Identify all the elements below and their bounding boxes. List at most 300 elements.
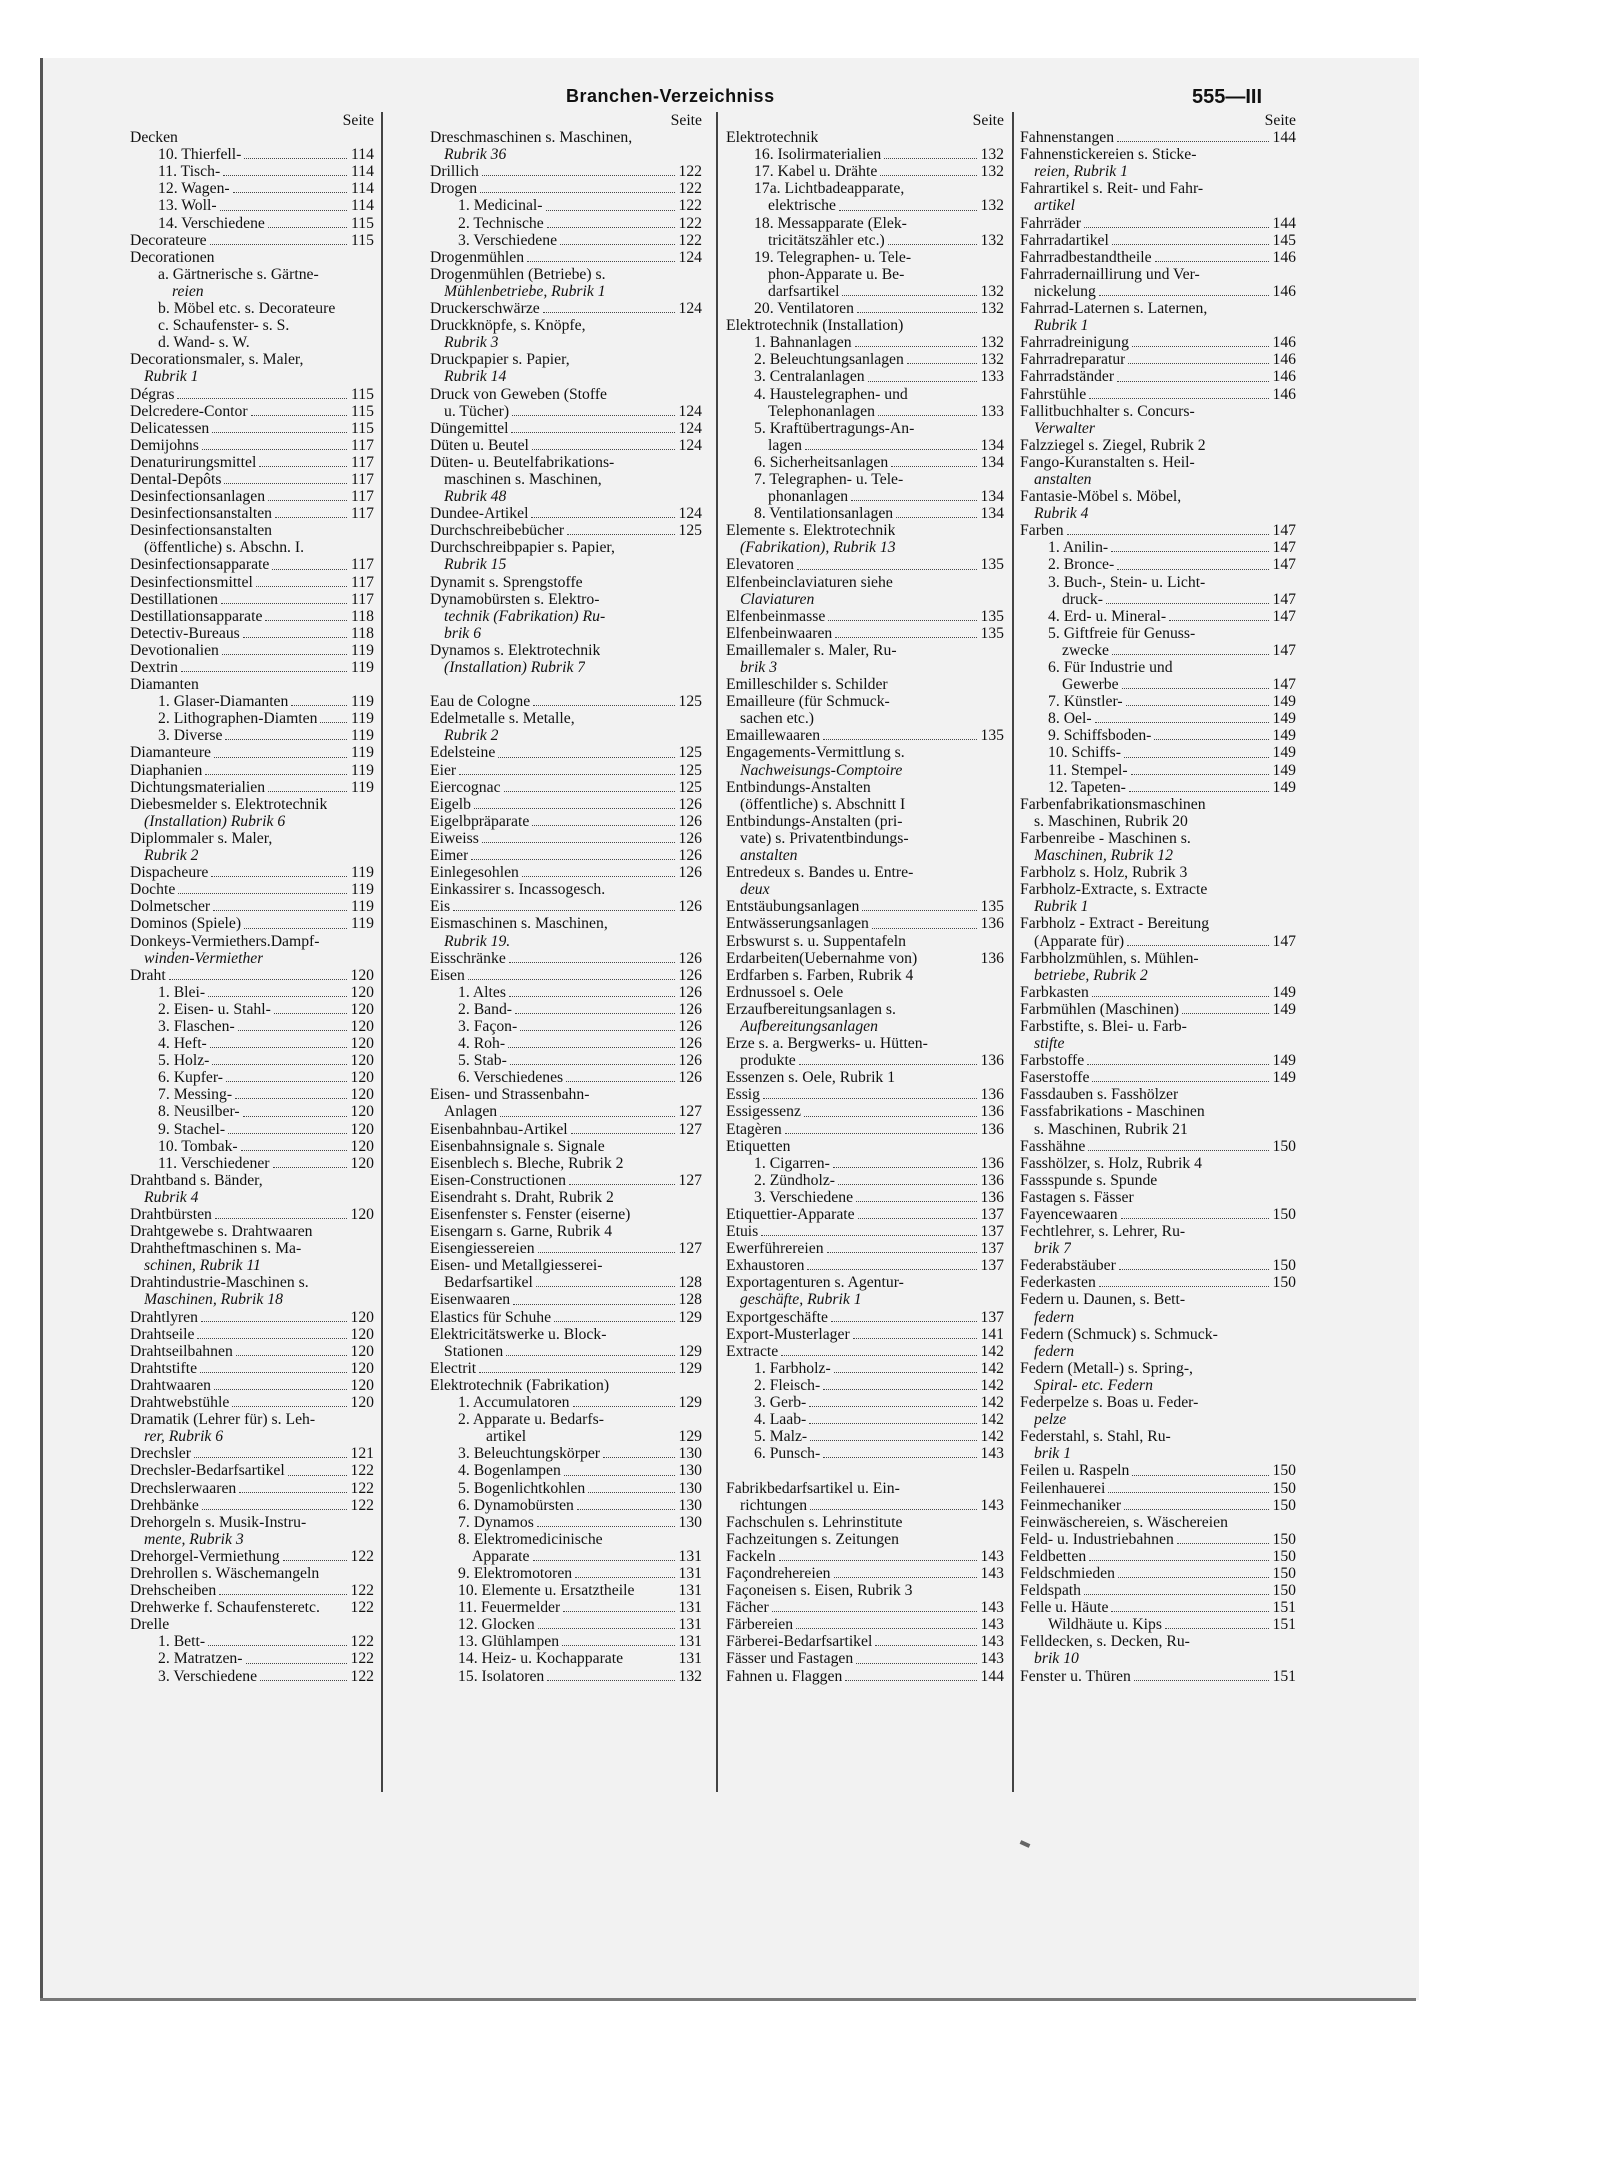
entry-page: 132 [980,351,1004,369]
index-entry [430,1360,708,1377]
entry-page: 126 [678,898,702,916]
entry-text: Farbholz-Extracte, s. Extracte [1020,881,1208,899]
index-entry [130,1223,380,1240]
entry-page: 131 [678,1599,702,1617]
index-entry [1020,1001,1302,1018]
dot-leader [1121,1218,1269,1219]
index-entry [726,1462,1010,1479]
dot-leader [547,1680,675,1681]
dot-leader [872,928,977,929]
index-entry [130,625,380,642]
entry-text: 10. Thierfell- [158,146,242,164]
entry-text: Felle u. Häute [1020,1599,1109,1617]
entry-text: Drogenmühlen [430,248,525,266]
index-entry [726,693,1010,710]
entry-page: 136 [980,949,1004,967]
index-entry [130,1650,380,1667]
index-entry [430,522,708,539]
entry-text: Exhaustoren [726,1257,805,1275]
dot-leader [1131,774,1269,775]
entry-page: 149 [1272,1069,1296,1087]
index-entry [130,967,380,984]
entry-page: 120 [350,1154,374,1172]
entry-text: Druckpapier s. Papier, [430,351,570,369]
dot-leader [532,825,675,826]
page-title: Branchen-Verzeichniss [566,86,775,106]
entry-text: Emaillewaaren [726,727,821,745]
entry-text: Fayencewaaren [1020,1206,1118,1223]
index-entry [1020,1326,1302,1343]
index-entry [130,129,380,146]
dot-leader [880,175,977,176]
entry-text: darfsartikel [768,282,840,300]
dot-leader [232,1406,347,1407]
index-entry [430,1514,708,1531]
entry-text: Diamanten [130,676,199,694]
index-entry [130,727,380,744]
entry-text: Fahrradreinigung [1020,334,1129,352]
dot-leader [603,1457,675,1458]
index-entry [130,1343,380,1360]
dot-leader [500,1116,675,1117]
entry-text: (öffentliche) s. Abschnitt I [740,795,906,813]
index-entry [726,984,1010,1001]
entry-text: Farbholz s. Holz, Rubrik 3 [1020,864,1188,882]
entry-text: Elfenbeinmasse [726,607,826,625]
dot-leader [1165,1628,1269,1629]
index-entry [130,437,380,454]
dot-leader [268,500,347,501]
entry-text: (Apparate für) [1034,932,1125,950]
dot-leader [797,569,977,570]
index-entry [130,693,380,710]
dot-leader [862,910,977,911]
entry-text: Decorationsmaler, s. Maler, [130,351,304,369]
entry-text: Federn u. Daunen, s. Bett- [1020,1291,1186,1309]
entry-page: 147 [1272,590,1296,608]
index-entry [430,300,708,317]
dot-leader [779,1560,977,1561]
entry-text: 1. Bahnanlagen [754,334,852,352]
index-entry [430,1616,708,1633]
index-entry [726,1326,1010,1343]
entry-text: brik 6 [444,624,482,642]
dot-leader [888,244,977,245]
entry-text: Erdarbeiten(Uebernahme von) [726,949,918,967]
index-entry [1020,591,1302,608]
entry-page: 147 [1272,556,1296,574]
entry-text: 4. Bogenlampen [458,1462,561,1480]
index-entry [1020,1428,1302,1445]
dot-leader [474,808,675,809]
dot-leader [761,1235,977,1236]
entry-page: 124 [678,505,702,523]
entry-page: 120 [350,1069,374,1087]
entry-page: 122 [350,1479,374,1497]
entry-text: 2. Zündholz- [754,1171,836,1189]
dot-leader [480,192,675,193]
entry-page: 131 [678,1582,702,1600]
index-entry [430,334,708,351]
index-entry [1020,1599,1302,1616]
index-entry [430,1548,708,1565]
dot-leader [513,1304,675,1305]
entry-text: Essig [726,1086,760,1104]
entry-text: Durchschreibpapier s. Papier, [430,539,615,557]
entry-page: 137 [980,1257,1004,1275]
entry-text: Delicatessen [130,419,210,437]
index-entry [726,847,1010,864]
index-entry [130,1445,380,1462]
entry-text: 14. Verschiedene [158,214,265,232]
index-entry [1020,1462,1302,1479]
entry-page: 118 [351,624,374,642]
entry-page: 124 [678,402,702,420]
index-entry [1020,403,1302,420]
entry-text: Engagements-Vermittlung s. [726,744,905,762]
index-entry [726,368,1010,385]
entry-text: Rubrik 4 [1034,505,1089,523]
entry-page: 122 [678,163,702,181]
entry-page: 124 [678,419,702,437]
dot-leader [851,500,977,501]
index-entry [130,608,380,625]
index-entry [726,1086,1010,1103]
column-heading: Seite [342,112,374,129]
index-entry [430,1428,708,1445]
entry-page: 114 [351,197,374,215]
entry-text: 2. Lithographen-Diamten [158,710,318,728]
entry-text: 8. Oel- [1048,710,1092,728]
entry-page: 131 [678,1650,702,1668]
entry-text: Nachweisungs-Comptoire [740,761,903,779]
entry-text: Entbindungs-Anstalten [726,778,871,796]
index-entry [726,762,1010,779]
index-entry [1020,1052,1302,1069]
entry-page: 132 [980,163,1004,181]
index-entry [130,933,380,950]
entry-text: Düten- u. Beutelfabrikations- [430,453,615,471]
index-entry [130,403,380,420]
index-entry [430,1326,708,1343]
entry-text: Fassspunde s. Spunde [1020,1171,1158,1189]
entry-page: 134 [980,505,1004,523]
entry-page: 125 [678,778,702,796]
entry-text: 5. Stab- [458,1052,507,1070]
entry-page: 136 [980,1188,1004,1206]
entry-text: Extracte [726,1342,779,1360]
entry-text: Elfenbeinclaviaturen siehe [726,573,893,591]
entry-text: federn [1034,1308,1075,1326]
entry-text: Rubrik 1 [144,368,199,386]
entry-text: Gewerbe [1062,676,1119,694]
index-entry [430,1069,708,1086]
entry-page: 150 [1272,1496,1296,1514]
entry-text: Etiquetten [726,1137,791,1155]
entry-page: 131 [678,1564,702,1582]
entry-page: 147 [1272,641,1296,659]
entry-text: Feldbetten [1020,1547,1087,1565]
index-entry [1020,1650,1302,1667]
index-entry [726,163,1010,180]
entry-text: Drehrollen s. Wäschemangeln [130,1564,320,1582]
entry-text: Eiercognac [430,778,501,796]
index-entry [726,864,1010,881]
entry-text: Rubrik 1 [1034,317,1089,335]
dot-leader [827,1252,977,1253]
index-entry [430,1240,708,1257]
entry-page: 134 [980,436,1004,454]
entry-text: Façoneisen s. Eisen, Rubrik 3 [726,1582,913,1600]
dot-leader [858,1218,977,1219]
index-entry [1020,1565,1302,1582]
entry-text: 12. Tapeten- [1048,778,1126,796]
dot-leader [215,1218,347,1219]
entry-text: Federn (Schmuck) s. Schmuck- [1020,1325,1218,1343]
entry-text: 6. Kupfer- [158,1069,224,1087]
index-entry [726,283,1010,300]
dot-leader [320,722,347,723]
entry-text: Rubrik 2 [144,847,199,865]
entry-text: Rubrik 4 [144,1188,199,1206]
dot-leader [222,654,347,655]
entry-page: 147 [1272,676,1296,694]
entry-text: Elektricitätswerke u. Block- [430,1325,607,1343]
entry-text: 7. Messing- [158,1086,233,1104]
entry-text: (Installation) Rubrik 6 [144,812,286,830]
dot-leader [1111,1611,1269,1612]
entry-page: 145 [1272,231,1296,249]
entry-page: 149 [1272,761,1296,779]
index-entry [726,1480,1010,1497]
dot-leader [823,739,977,740]
index-entry [430,1052,708,1069]
index-entry [430,915,708,932]
index-entry [130,1155,380,1172]
entry-text: Dichtungsmaterialien [130,778,266,796]
entry-page: 122 [678,180,702,198]
index-entry [1020,659,1302,676]
index-entry [726,642,1010,659]
entry-text: Bedarfsartikel [444,1274,533,1292]
entry-text: Dégras [130,385,175,403]
entry-page: 137 [980,1308,1004,1326]
index-entry [1020,1172,1302,1189]
dot-leader [543,312,675,313]
entry-text: Eisengarn s. Garne, Rubrik 4 [430,1223,613,1241]
entry-text: Drehorgel-Vermiethung [130,1547,280,1565]
index-entry [130,1274,380,1291]
dot-leader [214,1389,347,1390]
entry-page: 133 [980,402,1004,420]
entry-text: Fahrradernaillirung und Ver- [1020,265,1200,283]
dot-leader [563,1611,675,1612]
entry-text: Fahrradbestandtheile [1020,248,1152,266]
index-entry [726,1582,1010,1599]
entry-page: 143 [980,1633,1004,1651]
entry-text: Eisen- und Metallgiesserei- [430,1257,603,1275]
index-entry [430,864,708,881]
entry-page: 124 [678,248,702,266]
index-entry [1020,693,1302,710]
index-entry [130,1257,380,1274]
entry-text: Emailleure (für Schmuck- [726,693,890,711]
entry-page: 119 [351,881,374,899]
entry-page: 119 [351,744,374,762]
entry-text: Fahnenstangen [1020,129,1115,147]
index-entry [726,1018,1010,1035]
entry-page: 120 [350,1137,374,1155]
entry-text: Fechtlehrer, s. Lehrer, Ru- [1020,1223,1186,1241]
entry-page: 150 [1272,1274,1296,1292]
entry-text: 8. Elektromedicinische [458,1530,603,1548]
index-entry [130,1462,380,1479]
index-entry [1020,779,1302,796]
entry-text: Fantasie-Möbel s. Möbel, [1020,488,1182,506]
index-entry [430,898,708,915]
index-entry [430,1531,708,1548]
dot-leader [781,1355,977,1356]
index-entry [430,1172,708,1189]
dot-leader [838,1184,977,1185]
index-entry [130,898,380,915]
index-entry [726,1309,1010,1326]
index-entry [130,522,380,539]
entry-text: Dispacheure [130,864,209,882]
index-entry [726,898,1010,915]
dot-leader [211,876,347,877]
dot-leader [236,1355,347,1356]
index-entry [1020,1411,1302,1428]
entry-page: 149 [1272,744,1296,762]
index-entry [1020,1274,1302,1291]
entry-text: 2. Band- [458,1000,513,1018]
dot-leader [208,1645,347,1646]
index-entry [130,830,380,847]
index-entry [726,334,1010,351]
index-entry [430,1035,708,1052]
index-entry [1020,727,1302,744]
entry-page: 132 [980,300,1004,318]
entry-text: brik 7 [1034,1240,1072,1258]
dot-leader [1106,603,1269,604]
page-header [0,86,1600,110]
entry-text: Eigelb [430,795,471,813]
index-entry [1020,283,1302,300]
entry-page: 117 [351,556,374,574]
entry-page: 122 [678,197,702,215]
dot-leader [835,637,977,638]
entry-page: 124 [678,300,702,318]
entry-page: 118 [351,607,374,625]
entry-text: Destillationsapparate [130,607,263,625]
dot-leader [509,962,675,963]
entry-text: 1. Cigarren- [754,1154,830,1172]
entry-text: Exportagenturen s. Agentur- [726,1274,904,1292]
dot-leader [210,1047,347,1048]
dot-leader [244,928,347,929]
dot-leader [875,1645,977,1646]
index-entry [1020,1668,1302,1685]
entry-page: 119 [351,693,374,711]
index-entry [130,1189,380,1206]
entry-text: Entbindungs-Anstalten (pri- [726,812,903,830]
entry-page: 119 [351,761,374,779]
entry-page: 141 [980,1325,1004,1343]
index-entry [130,796,380,813]
entry-text: Farben [1020,522,1064,540]
entry-text: lagen [768,436,802,454]
index-entry [726,1616,1010,1633]
index-entry [430,1411,708,1428]
dot-leader [772,1611,977,1612]
dot-leader [498,757,675,758]
index-entry [726,249,1010,266]
entry-page: 130 [678,1479,702,1497]
index-entry [130,334,380,351]
entry-text: Drahtwebstühle [130,1394,230,1412]
entry-text: Erzaufbereitungsanlagen s. [726,1000,896,1018]
index-entry [726,608,1010,625]
entry-text: 14. Heiz- u. Kochapparate [458,1650,624,1668]
entry-text: Draht [130,966,166,984]
entry-text: Farbholz - Extract - Bereitung [1020,915,1210,933]
entry-page: 137 [980,1206,1004,1223]
index-entry [1020,744,1302,761]
entry-text: Drahtindustrie-Maschinen s. [130,1274,309,1292]
entry-text: Dochte [130,881,176,899]
index-entry [1020,129,1302,146]
dot-leader [522,876,675,877]
index-entry [1020,1531,1302,1548]
entry-text: Drogenmühlen (Betriebe) s. [430,265,606,283]
entry-text: Fasshölzer, s. Holz, Rubrik 4 [1020,1154,1202,1172]
index-column-1 [130,112,380,1685]
index-entry [430,625,708,642]
index-entry [726,881,1010,898]
entry-text: Fächer [726,1599,769,1617]
dot-leader [178,893,347,894]
entry-text: Decorationen [130,248,215,266]
entry-page: 131 [678,1547,702,1565]
entry-text: Fasshähne [1020,1137,1086,1155]
index-entry [1020,351,1302,368]
index-entry [430,454,708,471]
entry-page: 126 [678,1000,702,1018]
entry-text: Diebesmelder s. Elektrotechnik [130,795,328,813]
index-entry [430,488,708,505]
dot-leader [471,859,675,860]
index-entry [130,1035,380,1052]
entry-text: pelze [1034,1411,1067,1429]
column-divider [1012,112,1014,1792]
entry-text: 10. Schiffs- [1048,744,1121,762]
index-entry [1020,386,1302,403]
dot-leader [891,466,977,467]
column-heading: Seite [1264,112,1296,129]
entry-page: 135 [980,624,1004,642]
entry-page: 117 [351,470,374,488]
dot-leader [235,1098,347,1099]
entry-page: 132 [980,197,1004,215]
index-entry [1020,1343,1302,1360]
entry-text: Farbstifte, s. Blei- u. Farb- [1020,1017,1187,1035]
index-entry [430,950,708,967]
index-entry [1020,556,1302,573]
entry-text: Faserstoffe [1020,1069,1090,1087]
entry-text: technik (Fabrikation) Ru- [444,607,606,625]
index-entry [1020,368,1302,385]
